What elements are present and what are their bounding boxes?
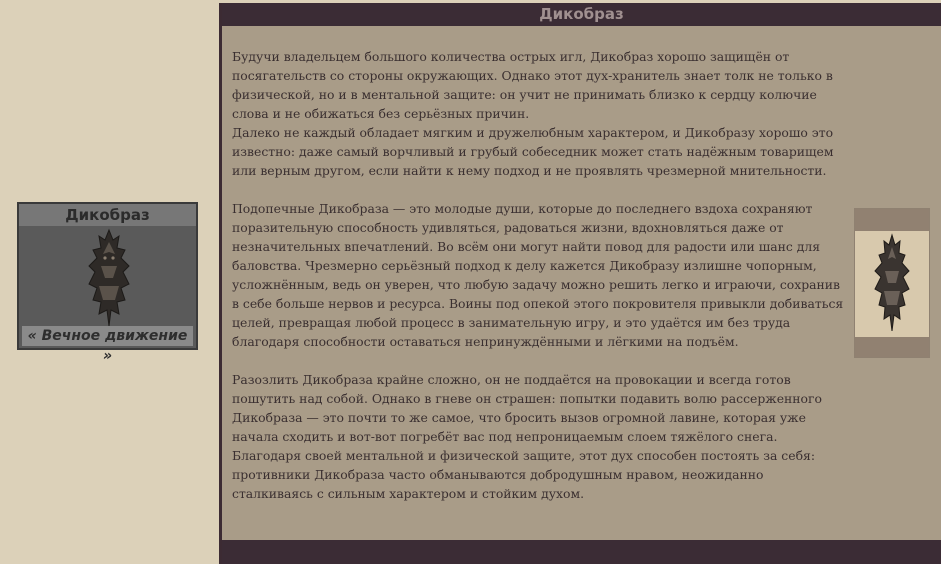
paragraph: Разозлить Дикобраза крайне сложно, он не поддаётся на провокации и всегда готов пошутить над собой. Однако в гневе он страшен: попытки подавить волю рассерженного Дикобраза — это почти то же самое, что бросить вызов огромной лавине, которая уже начала сходить и вот-вот погребёт вас под непроницаемым слоем тяжёлого снега. Благодаря своей ментальной и физической защите, этот дух способен постоять за себя: противники Дикобраза часто обманываются добродушным нравом, неожиданно сталкиваясь с сильным характером и стойким духом.: [232, 372, 822, 501]
card-caption: « Вечное движение »: [22, 326, 193, 346]
patron-card[interactable]: [17, 202, 198, 364]
frame-bottom-bar: [855, 337, 929, 357]
page-title: Дикобраз: [222, 3, 941, 26]
article-text: [232, 47, 847, 522]
porcupine-figure-icon: [869, 233, 915, 333]
main-panel: [219, 3, 941, 564]
side-figure-frame: [854, 208, 930, 358]
paragraph: Будучи владельцем большого количества острых игл, Дикобраз хорошо защищён от посягательств со стороны окружающих. Однако этот дух-хранитель знает толк не только в физической, но и в ментальной защите: он учит не принимать близко к сердцу колючие слова и не обижаться без серьёзных причин. Далеко не каждый обладает мягким и дружелюбным характером, и Дикобразу хорошо это известно: даже самый ворчливый и грубый собеседник может стать надёжным товарищем или верным другом, если найти к нему подход и не проявлять чрезмерной мнительности.: [232, 49, 834, 178]
footer-bar: [222, 540, 941, 564]
paragraph: Подопечные Дикобраза — это молодые души, которые до последнего вздоха сохраняют поразительную способность удивляться, радоваться жизни, вдохновляться даже от незначительных впечатлений. Во всём они могут найти повод для радости или шанс для баловства. Чрезмерно серьёзный подход к делу кажется Дикобразу излишне чопорным, усложнённым, ведь он уверен, что любую задачу можно решить легко и играючи, сохранив в себе больше нервов и ресурса. Воины под опекой этого покровителя привыкли добиваться целей, превращая любой процесс в занимательную игру, и это удаётся им без труда благодаря способности оставаться непринуждёнными и лёгкими на подъём.: [232, 201, 844, 349]
frame-top-bar: [855, 209, 929, 231]
card-title: Дикобраз: [19, 204, 196, 226]
porcupine-figure-icon: [79, 228, 139, 328]
